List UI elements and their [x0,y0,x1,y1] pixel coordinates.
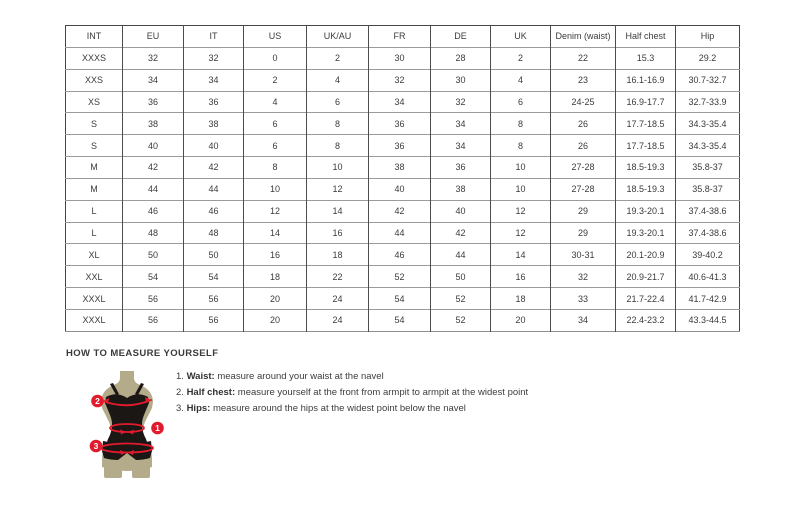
table-cell: 56 [184,309,244,331]
table-row [66,244,740,266]
table-cell: 16.1-16.9 [616,69,676,91]
table-cell: 44 [431,244,491,266]
column-header: Hip [676,26,740,48]
table-cell: 18.5-19.3 [616,178,676,200]
table-cell: 16.9-17.7 [616,91,676,113]
table-cell: 12 [244,200,307,222]
table-cell: 34.3-35.4 [676,135,740,157]
table-cell: 8 [244,157,307,179]
table-cell: 34 [369,91,431,113]
table-cell: 6 [244,113,307,135]
table-cell: 38 [369,157,431,179]
table-cell: XXS [66,69,123,91]
table-cell: 44 [369,222,431,244]
table-cell: 10 [244,178,307,200]
table-cell: 32 [431,91,491,113]
column-header: EU [123,26,184,48]
table-cell: 22.4-23.2 [616,309,676,331]
table-row [66,200,740,222]
table-cell: 24-25 [551,91,616,113]
table-row [66,222,740,244]
marker-badge-waist [151,422,164,435]
table-cell: 42 [123,157,184,179]
table-cell: 41.7-42.9 [676,288,740,310]
table-cell: 42 [184,157,244,179]
table-cell: 6 [491,91,551,113]
table-row [66,91,740,113]
table-cell: 42 [431,222,491,244]
step-label: Half chest: [186,387,236,398]
table-cell: 36 [369,113,431,135]
table-cell: 42 [369,200,431,222]
table-cell: 30 [431,69,491,91]
table-cell: 24 [307,309,369,331]
table-cell: 52 [369,266,431,288]
table-cell: M [66,178,123,200]
table-cell: 29 [551,200,616,222]
table-cell: 46 [123,200,184,222]
table-cell: L [66,200,123,222]
table-cell: 2 [491,47,551,69]
table-row [66,47,740,69]
table-row [66,135,740,157]
step-label: Hips: [186,403,211,414]
marker-number: 2 [95,396,100,406]
table-cell: 26 [551,113,616,135]
table-cell: 32 [184,47,244,69]
mannequin-illustration [84,370,168,482]
table-cell: 40 [123,135,184,157]
column-header: FR [369,26,431,48]
table-cell: 54 [369,288,431,310]
table-cell: 30 [369,47,431,69]
table-cell: 8 [307,135,369,157]
measure-steps [176,371,528,419]
table-cell: XXXL [66,288,123,310]
size-table-body [66,47,740,331]
table-cell: 19.3-20.1 [616,222,676,244]
table-cell: 21.7-22.4 [616,288,676,310]
table-cell: 38 [123,113,184,135]
table-cell: 34.3-35.4 [676,113,740,135]
step-text: measure around your waist at the navel [214,371,384,382]
table-cell: 20.9-21.7 [616,266,676,288]
column-header: UK/AU [307,26,369,48]
table-cell: 4 [244,91,307,113]
table-cell: 40 [431,200,491,222]
table-cell: 34 [551,309,616,331]
table-cell: 24 [307,288,369,310]
table-cell: 32 [123,47,184,69]
table-cell: S [66,113,123,135]
table-cell: 8 [491,113,551,135]
table-cell: 29.2 [676,47,740,69]
table-cell: 0 [244,47,307,69]
table-cell: 56 [123,309,184,331]
table-cell: XS [66,91,123,113]
table-cell: 43.3-44.5 [676,309,740,331]
table-cell: 52 [431,288,491,310]
table-cell: 6 [244,135,307,157]
table-cell: 27-28 [551,178,616,200]
table-cell: XXL [66,266,123,288]
size-table-header-row [66,26,740,48]
table-cell: 28 [431,47,491,69]
table-cell: 23 [551,69,616,91]
size-table [65,25,740,332]
table-cell: 40.6-41.3 [676,266,740,288]
table-cell: 16 [307,222,369,244]
table-cell: 40 [369,178,431,200]
table-cell: 17.7-18.5 [616,135,676,157]
table-cell: 18 [491,288,551,310]
table-cell: 29 [551,222,616,244]
measure-step [176,403,528,414]
table-cell: 56 [184,288,244,310]
table-cell: 39-40.2 [676,244,740,266]
table-cell: L [66,222,123,244]
table-cell: 50 [123,244,184,266]
table-cell: 19.3-20.1 [616,200,676,222]
table-cell: XXXS [66,47,123,69]
table-cell: 46 [184,200,244,222]
table-cell: 10 [491,178,551,200]
table-row [66,113,740,135]
step-label: Waist: [186,371,215,382]
marker-number: 1 [155,423,160,433]
table-cell: XL [66,244,123,266]
table-cell: 44 [123,178,184,200]
table-cell: 2 [244,69,307,91]
table-cell: 34 [431,113,491,135]
table-cell: 14 [491,244,551,266]
camisole [105,394,149,445]
table-cell: 33 [551,288,616,310]
table-cell: 4 [491,69,551,91]
measurement-figure [84,370,168,482]
table-cell: 15.3 [616,47,676,69]
table-cell: 22 [307,266,369,288]
table-cell: 38 [184,113,244,135]
table-cell: XXXL [66,309,123,331]
table-cell: 34 [431,135,491,157]
marker-number: 3 [93,441,99,451]
column-header: Half chest [616,26,676,48]
table-cell: 52 [431,309,491,331]
column-header: DE [431,26,491,48]
table-cell: 36 [369,135,431,157]
column-header: Denim (waist) [551,26,616,48]
table-row [66,309,740,331]
step-number: 2. [176,387,187,398]
table-cell: 54 [184,266,244,288]
step-text: measure around the hips at the widest point below the navel [210,403,466,414]
table-row [66,266,740,288]
table-cell: 34 [184,69,244,91]
table-row [66,288,740,310]
table-cell: 40 [184,135,244,157]
table-cell: 12 [491,200,551,222]
measure-step [176,387,528,398]
step-number: 3. [176,403,187,414]
size-chart-section [65,25,740,332]
table-cell: 50 [431,266,491,288]
table-row [66,69,740,91]
table-cell: 17.7-18.5 [616,113,676,135]
column-header: INT [86,31,102,42]
table-cell: 50 [184,244,244,266]
table-cell: 35.8-37 [676,178,740,200]
table-cell: 30-31 [551,244,616,266]
table-cell: S [66,135,123,157]
table-cell: M [66,157,123,179]
table-cell: 32 [551,266,616,288]
table-cell: 6 [307,91,369,113]
step-text: measure yourself at the front from armpit to armpit at the widest point [235,387,529,398]
table-cell: 30.7-32.7 [676,69,740,91]
table-cell: 10 [307,157,369,179]
table-cell: 36 [431,157,491,179]
table-cell: 20 [244,309,307,331]
table-cell: 48 [184,222,244,244]
table-cell: 12 [491,222,551,244]
table-cell: 18.5-19.3 [616,157,676,179]
table-cell: 14 [307,200,369,222]
table-cell: 16 [491,266,551,288]
table-cell: 8 [491,135,551,157]
table-cell: 32.7-33.9 [676,91,740,113]
table-cell: 54 [123,266,184,288]
table-cell: 37.4-38.6 [676,200,740,222]
table-cell: 14 [244,222,307,244]
measure-section-title: HOW TO MEASURE YOURSELF [66,348,219,359]
table-cell: 54 [369,309,431,331]
table-cell: 20 [491,309,551,331]
table-cell: 35.8-37 [676,157,740,179]
table-cell: 20.1-20.9 [616,244,676,266]
table-cell: 56 [123,288,184,310]
measure-step [176,371,528,382]
table-cell: 38 [431,178,491,200]
table-cell: 18 [307,244,369,266]
table-row [66,178,740,200]
marker-badge-hips [90,440,103,453]
step-number: 1. [176,371,187,382]
table-cell: 48 [123,222,184,244]
table-cell: 44 [184,178,244,200]
table-cell: 12 [307,178,369,200]
table-cell: 27-28 [551,157,616,179]
table-cell: 22 [551,47,616,69]
table-cell: 20 [244,288,307,310]
table-cell: 46 [369,244,431,266]
table-cell: 26 [551,135,616,157]
table-cell: 4 [307,69,369,91]
table-cell: 36 [123,91,184,113]
table-cell: 36 [184,91,244,113]
table-cell: 32 [369,69,431,91]
column-header: UK [491,26,551,48]
table-cell: 10 [491,157,551,179]
column-header: IT [184,26,244,48]
table-row [66,157,740,179]
table-cell: 16 [244,244,307,266]
table-cell: 34 [123,69,184,91]
column-header: US [244,26,307,48]
table-cell: 18 [244,266,307,288]
marker-badge-chest [91,395,104,408]
table-cell: 2 [307,47,369,69]
table-cell: 8 [307,113,369,135]
table-cell: 37.4-38.6 [676,222,740,244]
